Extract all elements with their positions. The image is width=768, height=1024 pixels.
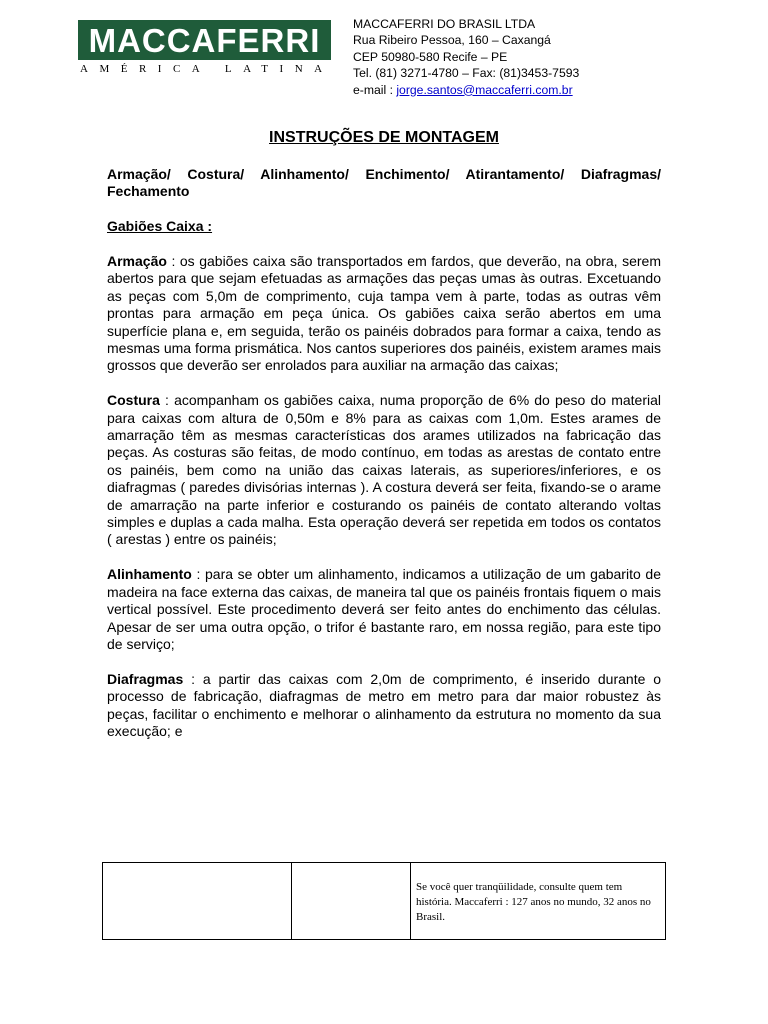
footer-slogan: Se você quer tranqüilidade, consulte quem tem história. Maccaferri : 127 anos no mundo, 32 anos no Brasil. (411, 863, 666, 940)
company-phone: Tel. (81) 3271-4780 – Fax: (81)3453-7593 (353, 66, 580, 81)
logo-box (78, 20, 331, 60)
logo-name: MACCAFERRI (88, 21, 321, 59)
paragraph-diafragmas (107, 671, 661, 741)
paragraph-costura (107, 392, 661, 549)
company-postal-code: CEP 50980-580 Recife – PE (353, 49, 508, 64)
footer-table (102, 862, 666, 940)
paragraph-label: Diafragmas (107, 670, 184, 687)
section-heading (107, 218, 661, 235)
section-heading-text: Gabiões Caixa : (107, 218, 213, 235)
company-address: Rua Ribeiro Pessoa, 160 – Caxangá (353, 33, 551, 48)
paragraph-text: : a partir das caixas com 2,0m de comprimento, é inserido durante o processo de fabricação, diafragmas de metro em metro para dar maior robustez às peças, facilitar o enchimento e melhorar o alinhamento da estrutura no momento da sua execução; e (107, 670, 661, 739)
logo-subtitle: AMÉRICA LATINA (80, 63, 334, 75)
document-subtitle (107, 166, 661, 201)
footer-row (103, 863, 666, 940)
paragraph-armacao (107, 253, 661, 375)
company-email-line (353, 82, 579, 98)
footer-cell-empty-2 (292, 863, 411, 940)
company-name: MACCAFERRI DO BRASIL LTDA (353, 17, 536, 31)
maccaferri-logo (78, 20, 334, 75)
email-label: e-mail : (353, 82, 397, 97)
paragraph-label: Costura (107, 392, 160, 409)
paragraph-alinhamento (107, 566, 661, 653)
company-info (353, 16, 579, 98)
paragraph-text: : acompanham os gabiões caixa, numa proporção de 6% do peso do material para caixas com altura de 0,50m e 8% para as caixas com 1,0m. Estes arames de amarração têm as mesmas características dos arames utilizados na fabricação das peças. As costuras são feitas, de modo contínuo, em todas as arestas de contato entre os painéis, bem como na união das caixas laterais, as superiores/inferiores, e os diafragmas ( paredes divisórias internas ). A costura deverá ser feita, fixando-se o arame de amarração na parte inferior e costurando os painéis de contato alterando voltas simples e duplas a cada malha. Esta operação deverá ser repetida em todos os contatos ( arestas ) entre os painéis; (107, 392, 661, 548)
paragraph-text: : para se obter um alinhamento, indicamos a utilização de um gabarito de madeira na face externa das caixas, de maneira tal que os painéis frontais fiquem o mais vertical possível. Este procedimento deverá ser feito antes do enchimento das células. Apesar de ser uma outra opção, o trifor é bastante raro, em nossa região, para este tipo de serviço; (107, 566, 661, 652)
paragraph-text: : os gabiões caixa são transportados em fardos, que deverão, na obra, serem abertos para que sejam efetuadas as armações das peças umas às outras. Excetuando as peças com 5,0m de comprimento, cuja tampa vem à parte, todas as outras vêm prontas para armação em peça única. Os gabiões caixa serão abertos em uma superfície plana e, em seguida, terão os painéis dobrados para formar a caixa, tendo as mesmas uma forma prismática. Nos cantos superiores dos painéis, existem arames mais grossos que deverão ser enrolados para auxiliar na armação das caixas; (107, 253, 661, 374)
email-link[interactable]: jorge.santos@maccaferri.com.br (396, 82, 573, 97)
subtitle-text: Armação/ Costura/ Alinhamento/ Enchimento/ Atirantamento/ Diafragmas/ Fechamento (107, 166, 661, 200)
footer-cell-empty-1 (103, 863, 292, 940)
document-body (107, 166, 661, 758)
document-title: INSTRUÇÕES DE MONTAGEM (269, 129, 499, 146)
paragraph-label: Alinhamento (107, 566, 192, 583)
paragraph-label: Armação (107, 253, 167, 269)
